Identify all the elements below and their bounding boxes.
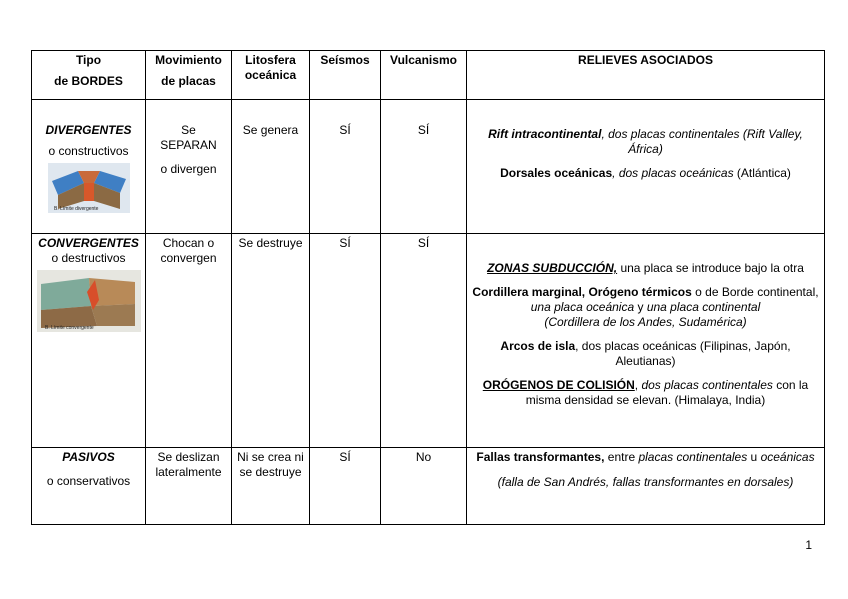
type-cell bbox=[32, 448, 146, 525]
movement-l1: Se bbox=[181, 123, 196, 137]
divergent-diagram-icon bbox=[48, 163, 130, 213]
relief-item: ORÓGENOS DE COLISIÓN, dos placas continentales con la misma densidad se elevan. (Himalaya, India) bbox=[482, 378, 809, 407]
diagram-caption: B. Límite divergente bbox=[53, 206, 98, 212]
relief-cell bbox=[467, 100, 825, 234]
table-row bbox=[32, 100, 825, 234]
vulcanismo-cell: SÍ bbox=[381, 234, 467, 448]
movement-cell bbox=[146, 100, 232, 234]
header-tipo-l2: de BORDES bbox=[54, 74, 123, 88]
relief-item: Fallas transformantes, entre placas continentales u oceánicas bbox=[476, 450, 815, 464]
vulcanismo-cell: SÍ bbox=[381, 100, 467, 234]
header-movimiento-l2: de placas bbox=[161, 74, 216, 88]
vulcanismo-cell: No bbox=[381, 448, 467, 525]
movement-l2: SEPARAN bbox=[160, 138, 217, 152]
header-movimiento bbox=[146, 51, 232, 100]
table-row bbox=[32, 448, 825, 525]
relief-cell bbox=[467, 234, 825, 448]
table-row bbox=[32, 234, 825, 448]
page-number: 1 bbox=[805, 538, 812, 552]
relief-item: Cordillera marginal, Orógeno térmicos o de Borde continental, una placa oceánica y una placa continental (Cordillera de los Andes, Sudamérica) bbox=[472, 285, 819, 329]
lithosphere-cell: Se genera bbox=[232, 100, 310, 234]
relief-item: Arcos de isla, dos placas oceánicas (Filipinas, Japón, Aleutianas) bbox=[500, 339, 791, 368]
boundary-subtype: o constructivos bbox=[48, 144, 129, 158]
header-seismos: Seísmos bbox=[310, 51, 381, 100]
lithosphere-l2: se destruye bbox=[239, 465, 302, 479]
boundary-subtype: o conservativos bbox=[46, 474, 131, 488]
header-relieves: RELIEVES ASOCIADOS bbox=[467, 51, 825, 100]
boundary-subtype: o destructivos bbox=[51, 251, 126, 265]
movement-l3: o divergen bbox=[160, 162, 217, 176]
boundary-type: PASIVOS bbox=[62, 450, 115, 464]
header-litosfera bbox=[232, 51, 310, 100]
movement-cell bbox=[146, 234, 232, 448]
movement-l1: Chocan o bbox=[162, 236, 215, 250]
header-tipo bbox=[32, 51, 146, 100]
lithosphere-cell bbox=[232, 448, 310, 525]
relief-cell bbox=[467, 448, 825, 525]
lithosphere-cell: Se destruye bbox=[232, 234, 310, 448]
relief-item: Rift intracontinental, dos placas continentales (Rift Valley, África) bbox=[488, 127, 803, 156]
header-tipo-l1: Tipo bbox=[75, 53, 102, 67]
seismos-cell: SÍ bbox=[310, 448, 381, 525]
movement-cell bbox=[146, 448, 232, 525]
header-litosfera-l2: oceánica bbox=[244, 68, 297, 82]
boundary-type: CONVERGENTES bbox=[38, 236, 139, 250]
header-vulcanismo: Vulcanismo bbox=[381, 51, 467, 100]
type-cell bbox=[32, 234, 146, 448]
plate-boundaries-table bbox=[31, 50, 825, 525]
header-litosfera-l1: Litosfera bbox=[245, 53, 296, 67]
seismos-cell: SÍ bbox=[310, 100, 381, 234]
seismos-cell: SÍ bbox=[310, 234, 381, 448]
movement-l1: Se deslizan bbox=[157, 450, 220, 464]
header-row bbox=[32, 51, 825, 100]
boundary-type: DIVERGENTES bbox=[45, 123, 132, 137]
relief-item: ZONAS SUBDUCCIÓN, una placa se introduce bajo la otra bbox=[487, 261, 804, 275]
relief-item: Dorsales oceánicas, dos placas oceánicas (Atlántica) bbox=[500, 166, 791, 180]
relief-item: (falla de San Andrés, fallas transformantes en dorsales) bbox=[497, 475, 794, 489]
convergent-diagram-icon bbox=[37, 270, 141, 332]
lithosphere-l1: Ni se crea ni bbox=[237, 450, 304, 464]
header-movimiento-l1: Movimiento bbox=[155, 53, 222, 67]
diagram-caption: B. Límite convergente bbox=[44, 325, 94, 331]
movement-l2: lateralmente bbox=[155, 465, 222, 479]
type-cell bbox=[32, 100, 146, 234]
movement-l2: convergen bbox=[160, 251, 217, 265]
